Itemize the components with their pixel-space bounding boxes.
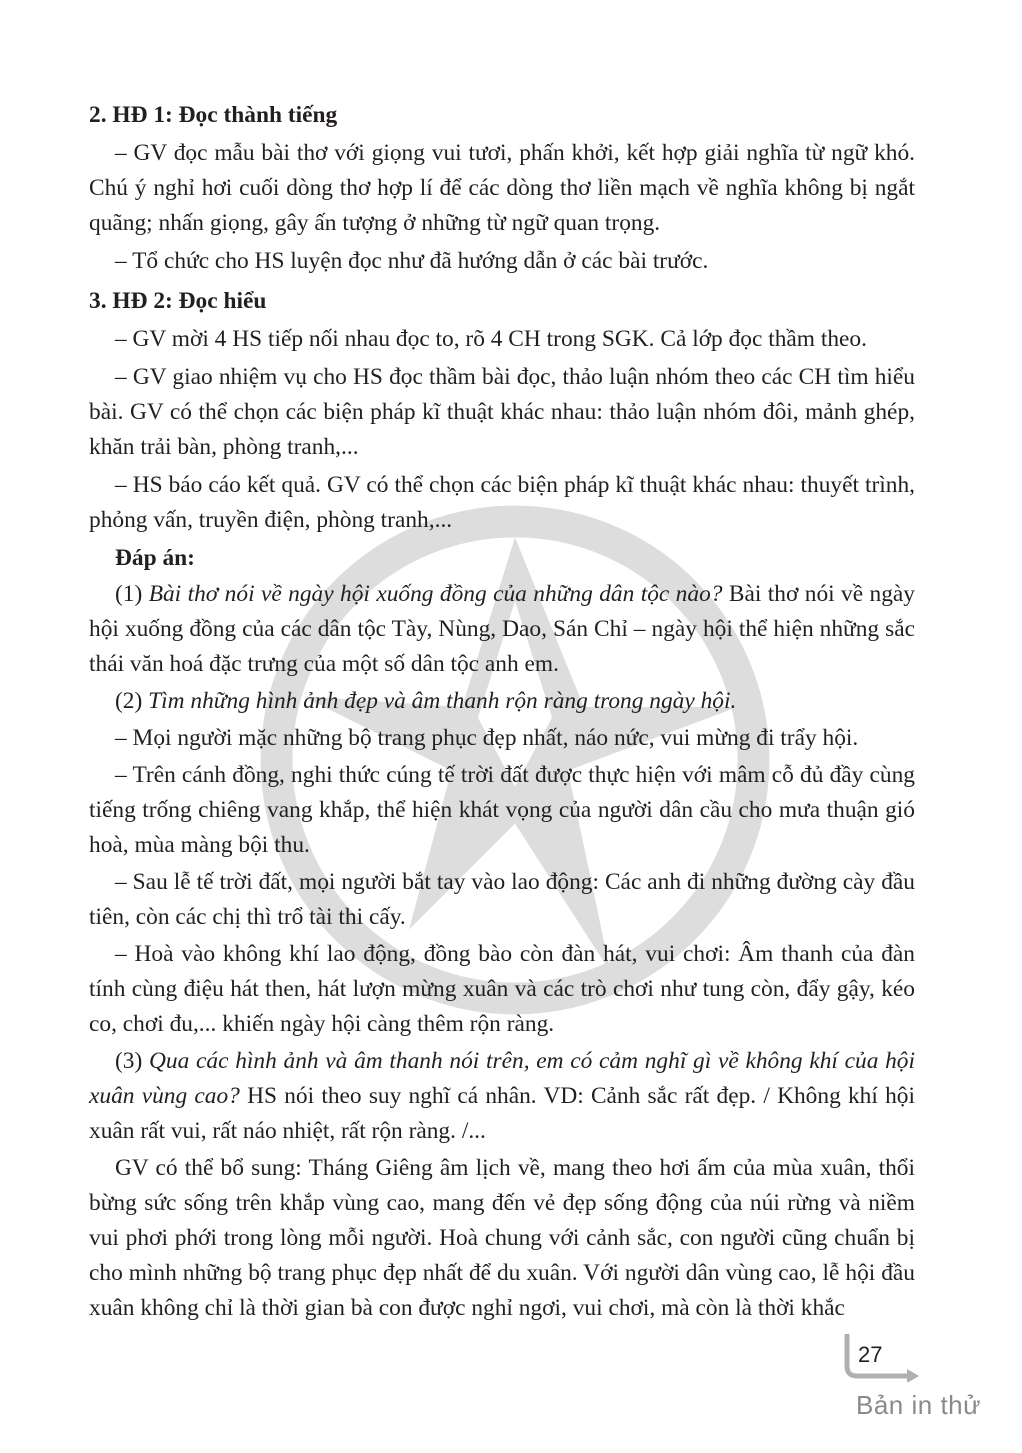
answer-bullet: – Mọi người mặc những bộ trang phục đẹp nhất, náo nức, vui mừng đi trẩy hội. bbox=[115, 725, 859, 751]
question-number: (1) bbox=[115, 581, 143, 607]
answer-text: Bài thơ nói về ngày hội xuống đồng của các dân tộc Tày, Nùng, Dao, Sán Chỉ – ngày hội thể hiện những sắc thái văn hoá đặc trưng của một số dân tộc anh em. bbox=[89, 581, 916, 677]
page-number: 27 bbox=[858, 1342, 883, 1367]
heading-reading-comprehension: 3. HĐ 2: Đọc hiểu bbox=[89, 288, 267, 314]
question-text: Qua các hình ảnh và âm thanh nói trên, em có cảm nghĩ gì về không khí của hội xuân vùng cao? bbox=[89, 1048, 915, 1109]
answer-bullet: – Sau lễ tế trời đất, mọi người bắt tay vào lao động: Các anh đi những đường cày đầu tiên, còn các chị thì trổ tài thi cấy. bbox=[89, 869, 915, 930]
heading-read-aloud: 2. HĐ 1: Đọc thành tiếng bbox=[89, 102, 338, 128]
answer-text: HS nói theo suy nghĩ cá nhân. VD: Cảnh sắc rất đẹp. / Không khí hội xuân rất vui, rất náo nhiệt, rất rộn ràng. /... bbox=[89, 1083, 915, 1144]
answer-bullet: – Trên cánh đồng, nghi thức cúng tế trời đất được thực hiện với mâm cỗ đủ đầy cùng tiếng trống chiêng vang khắp, thể hiện khát vọng của người dân cầu cho mưa thuận gió hoà, mùa màng bội thu. bbox=[89, 762, 915, 858]
paragraph: – HS báo cáo kết quả. GV có thể chọn các biện pháp kĩ thuật khác nhau: thuyết trình, phỏng vấn, truyền điện, phòng tranh,... bbox=[89, 472, 915, 533]
answers-label: Đáp án: bbox=[115, 545, 195, 571]
page-body bbox=[89, 98, 915, 1328]
supplement-paragraph: GV có thể bổ sung: Tháng Giêng âm lịch về, mang theo hơi ấm của mùa xuân, thổi bừng sức sống trên khắp vùng cao, mang đến vẻ đẹp sống động của núi rừng và niềm vui phơi phới trong lòng mỗi người. Hoà chung với cảnh sắc, con người cũng chuẩn bị cho mình những bộ trang phục đẹp nhất để du xuân. Với người dân vùng cao, lễ hội đầu xuân không chỉ là thời gian bà con được nghỉ ngơi, vui chơi, mà còn là thời khắc bbox=[89, 1155, 915, 1321]
question-number: (3) bbox=[115, 1048, 143, 1074]
answer-bullet: – Hoà vào không khí lao động, đồng bào còn đàn hát, vui chơi: Âm thanh của đàn tính cùng điệu hát then, hát lượn mừng xuân và các trò chơi như tung còn, đẩy gậy, kéo co, chơi đu,... khiến ngày hội càng thêm rộn ràng. bbox=[89, 941, 915, 1037]
question-number: (2) bbox=[115, 688, 143, 714]
paragraph: – GV mời 4 HS tiếp nối nhau đọc to, rõ 4 CH trong SGK. Cả lớp đọc thầm theo. bbox=[115, 326, 867, 352]
paragraph: – GV đọc mẫu bài thơ với giọng vui tươi, phấn khởi, kết hợp giải nghĩa từ ngữ khó. Chú ý nghỉ hơi cuối dòng thơ hợp lí để các dòng thơ liền mạch về nghĩa không bị ngắt quãng; nhấn giọng, gây ấn tượng ở những từ ngữ quan trọng. bbox=[89, 140, 915, 236]
question-text: Tìm những hình ảnh đẹp và âm thanh rộn ràng trong ngày hội. bbox=[148, 688, 737, 714]
question-text: Bài thơ nói về ngày hội xuống đồng của những dân tộc nào? bbox=[148, 581, 723, 607]
print-proof-label: Bản in thử bbox=[856, 1390, 982, 1420]
paragraph: – GV giao nhiệm vụ cho HS đọc thầm bài đọc, thảo luận nhóm theo các CH tìm hiểu bài. GV có thể chọn các biện pháp kĩ thuật khác nhau: thảo luận nhóm đôi, mảnh ghép, khăn trải bàn, phòng tranh,... bbox=[89, 364, 915, 460]
question-1 bbox=[89, 577, 915, 682]
question-3 bbox=[89, 1044, 915, 1149]
paragraph: – Tổ chức cho HS luyện đọc như đã hướng dẫn ở các bài trước. bbox=[115, 248, 709, 274]
question-2 bbox=[89, 684, 915, 719]
